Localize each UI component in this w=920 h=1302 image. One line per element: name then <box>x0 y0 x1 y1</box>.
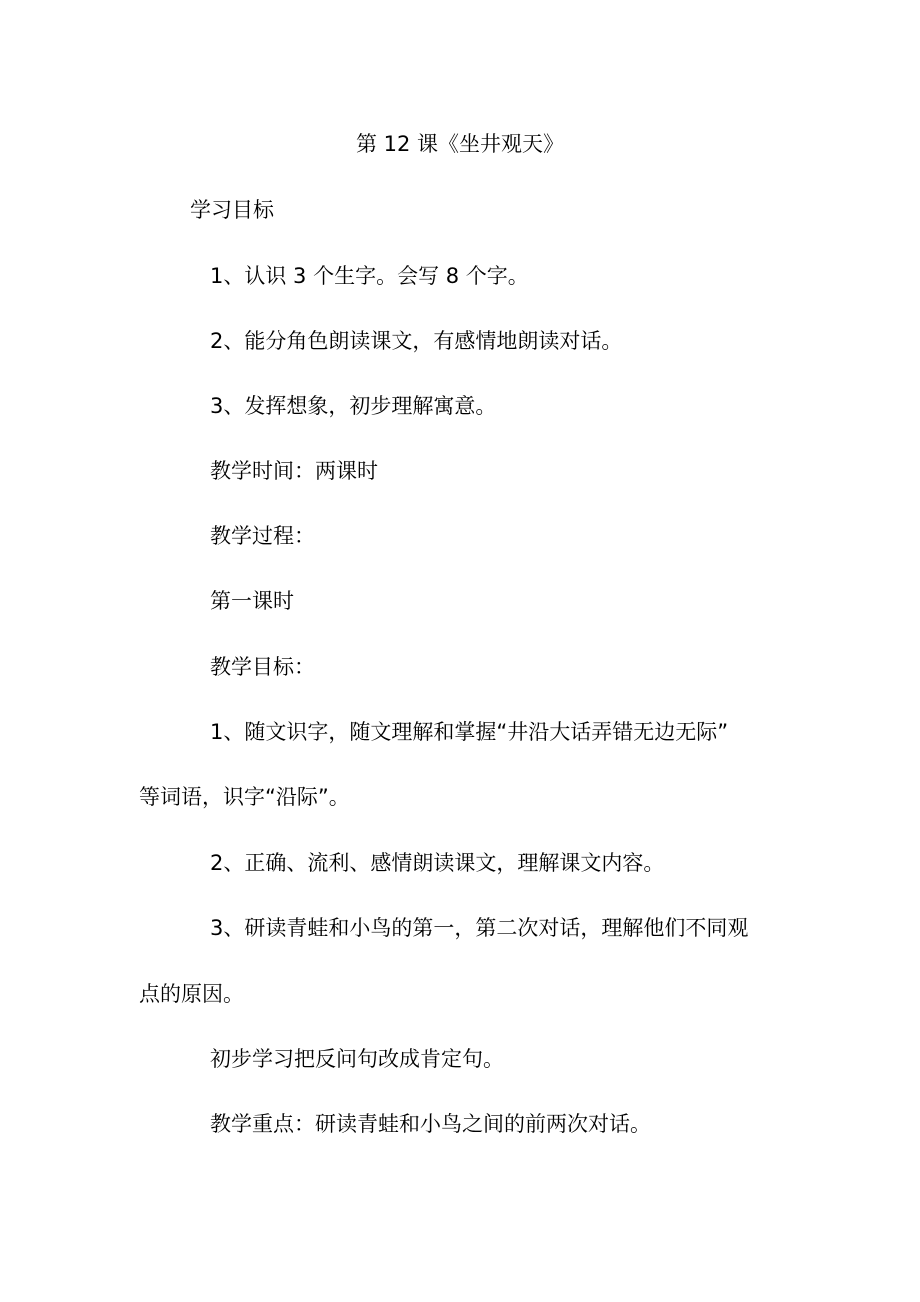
goal-item-1: 1、认识 3 个生字。会写 8 个字。 <box>210 264 529 288</box>
teaching-goal-3-line-2: 点的原因。 <box>139 982 244 1006</box>
teaching-goal-2: 2、正确、流利、感情朗读课文，理解课文内容。 <box>210 851 665 875</box>
teaching-goal-4: 初步学习把反问句改成肯定句。 <box>210 1047 504 1071</box>
teaching-goal-1-line-2: 等词语，识字“沿际”。 <box>139 785 350 809</box>
section-heading-learning-goals: 学习目标 <box>190 198 274 222</box>
goal-item-2: 2、能分角色朗读课文，有感情地朗读对话。 <box>210 329 623 353</box>
teaching-process-heading: 教学过程： <box>210 524 315 548</box>
teaching-key-point: 教学重点：研读青蛙和小鸟之间的前两次对话。 <box>210 1112 651 1136</box>
first-lesson-heading: 第一课时 <box>210 589 294 613</box>
teaching-time: 教学时间：两课时 <box>210 459 378 483</box>
teaching-goals-heading: 教学目标： <box>210 655 315 679</box>
goal-item-3: 3、发挥想象，初步理解寓意。 <box>210 394 497 418</box>
document-title: 第 12 课《坐井观天》 <box>355 132 565 156</box>
teaching-goal-3-line-1: 3、研读青蛙和小鸟的第一，第二次对话，理解他们不同观 <box>210 916 749 940</box>
teaching-goal-1-line-1: 1、随文识字，随文理解和掌握“井沿大话弄错无边无际” <box>210 720 729 744</box>
